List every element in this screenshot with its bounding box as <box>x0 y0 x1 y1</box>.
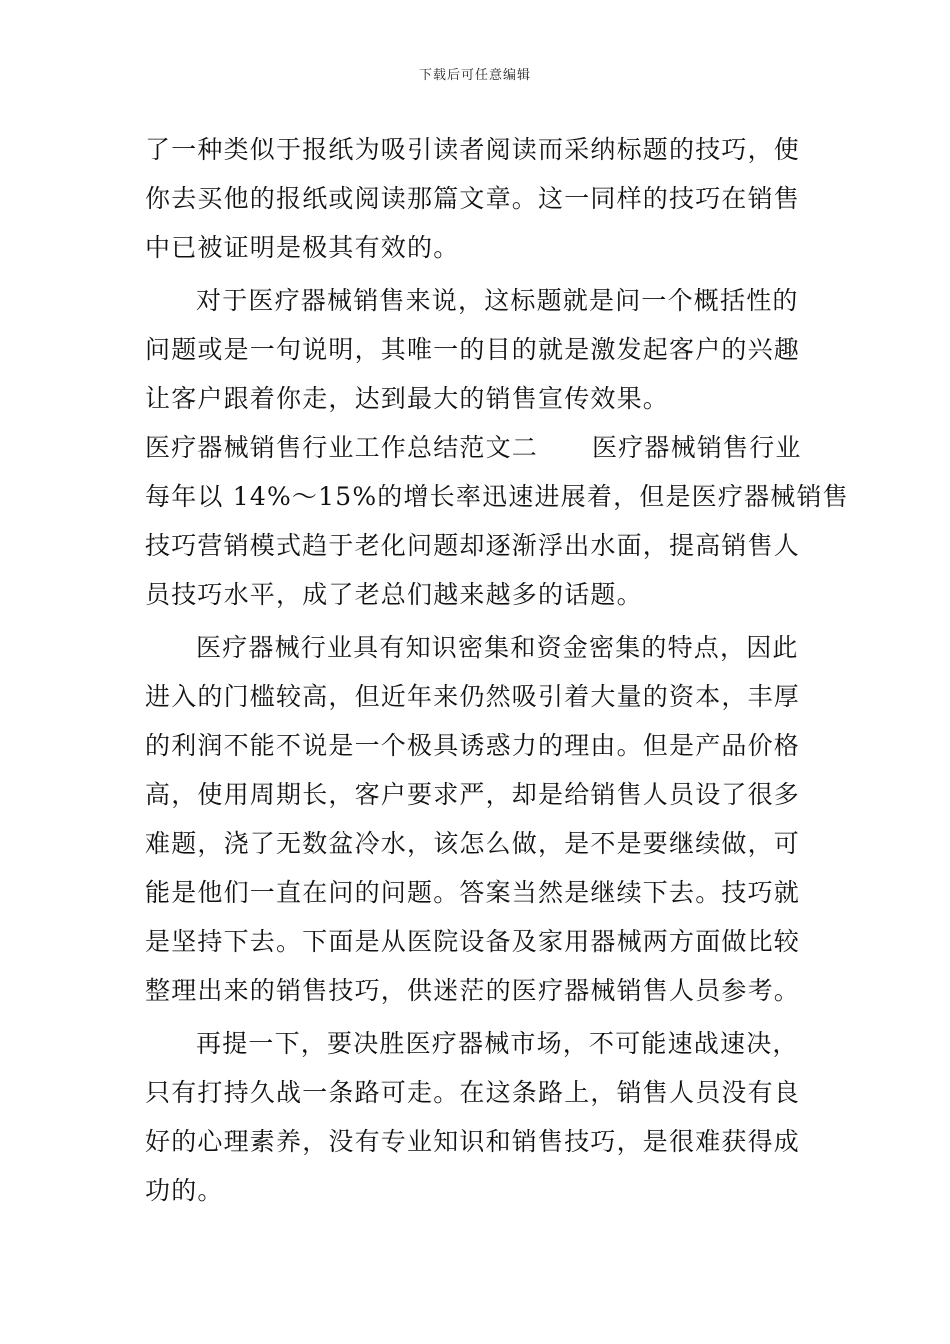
text-line: 中已被证明是极其有效的。 <box>145 233 460 262</box>
text-line: 进入的门槛较高，但近年来仍然吸引着大量的资本，丰厚 <box>145 682 801 711</box>
text-line: 整理出来的销售技巧，供迷茫的医疗器械销售人员参考。 <box>145 976 801 1005</box>
document-body <box>145 125 849 1215</box>
text-line: 的利润不能不说是一个极具诱惑力的理由。但是产品价格 <box>145 731 801 760</box>
text-line: 难题，浇了无数盆冷水，该怎么做，是不是要继续做，可 <box>145 829 801 858</box>
text-line: 只有打持久战一条路可走。在这条路上，销售人员没有良 <box>145 1078 801 1107</box>
text-line: 员技巧水平，成了老总们越来越多的话题。 <box>145 580 643 609</box>
text-line: 每年以 14%～15%的增长率迅速进展着，但是医疗器械销售 <box>145 482 849 511</box>
text-line: 再提一下，要决胜医疗器械市场，不可能速战速决， <box>196 1029 799 1058</box>
text-line: 能是他们一直在问的问题。答案当然是继续下去。技巧就 <box>145 878 801 907</box>
text-line: 高，使用周期长，客户要求严，却是给销售人员设了很多 <box>145 780 801 809</box>
text-line: 技巧营销模式趋于老化问题却逐渐浮出水面，提高销售人 <box>145 531 801 560</box>
text-line: 你去买他的报纸或阅读那篇文章。这一同样的技巧在销售 <box>145 184 801 213</box>
text-line: 医疗器械行业具有知识密集和资金密集的特点，因此 <box>196 633 799 662</box>
text-line: 问题或是一句说明，其唯一的目的就是激发起客户的兴趣 <box>145 335 801 364</box>
section-heading-line <box>145 423 809 472</box>
section-heading: 医疗器械销售行业工作总结范文二 <box>145 433 539 462</box>
text-line: 是坚持下去。下面是从医院设备及家用器械两方面做比较 <box>145 927 801 956</box>
text-line: 功的。 <box>145 1176 224 1205</box>
text-line: 让客户跟着你走，达到最大的销售宣传效果。 <box>145 384 670 413</box>
text-line: 好的心理素养，没有专业知识和销售技巧，是很难获得成 <box>145 1127 801 1156</box>
text-line: 医疗器械销售行业 <box>592 433 802 462</box>
header-note: 下载后可任意编辑 <box>418 68 531 83</box>
text-line: 了一种类似于报纸为吸引读者阅读而采纳标题的技巧，使 <box>145 135 801 164</box>
text-line: 对于医疗器械销售来说，这标题就是问一个概括性的 <box>196 286 799 315</box>
